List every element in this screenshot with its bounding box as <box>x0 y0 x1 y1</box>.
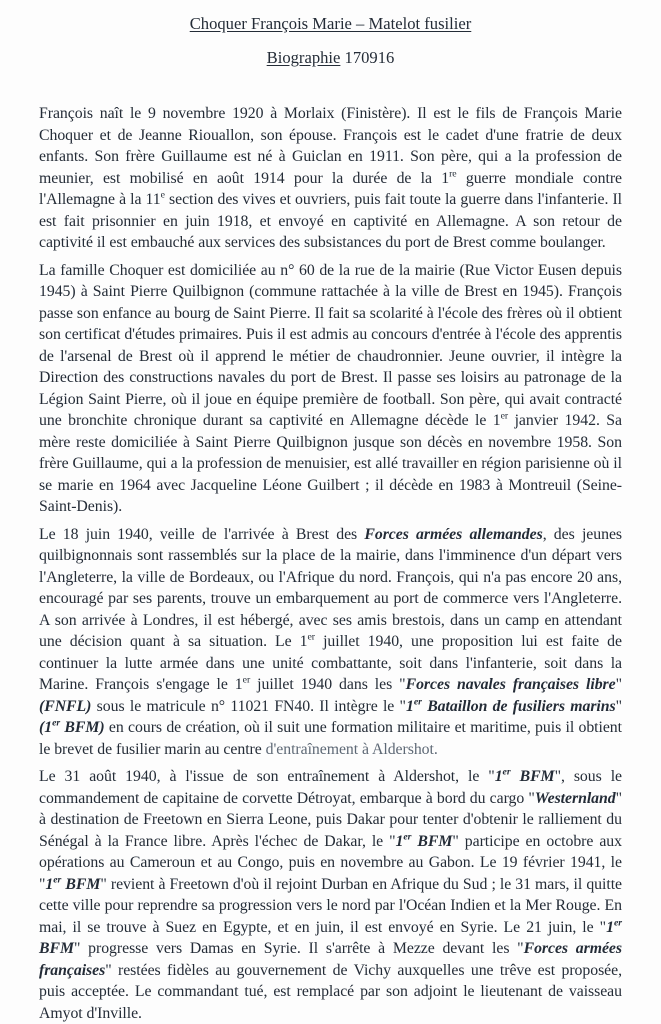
text-run: " progresse vers Damas en Syrie. Il s'arrête à Mezze devant les " <box>73 940 524 957</box>
text-run: Le 31 août 1940, à l'issue de son entraînement à Aldershot, le " <box>39 768 495 785</box>
text-run: janvier 1942. Sa mère reste domiciliée à Saint Pierre Quilbignon jusque son décès en novembre 1958. Son frère Guillaume, qui a la profession de menuisier, est allé travailler en région parisienne où il se marie en 1964 avec Jacqueline Léone Guilbert ; il décède en 1983 à Montreuil (Seine-Saint-Denis). <box>39 412 622 515</box>
text-run-bi: 1 <box>45 875 54 893</box>
text-run: juillet 1940 dans les " <box>250 676 406 693</box>
text-run: juillet 1940, une proposition lui est faite de continuer la lutte armée dans une unité combattante, soit dans l'infanterie, soit dans la Marine. François s'engage le 1 <box>39 633 622 693</box>
text-run-bi: Forces navales françaises libre <box>405 676 616 693</box>
text-run: Le 18 juin 1940, veille de l'arrivée à Brest des <box>39 525 365 543</box>
text-run: La famille Choquer est domiciliée au n° 60 de la rue de la mairie (Rue Victor Eusen depuis 1945) à Saint Pierre Quilbignon (commune rattachée à la ville de Brest en 1945). François passe son enfance au bourg de Saint Pierre. Il fait sa scolarité à l'école des frères où il obtient son certificat d'études primaires. Puis il est admis au concours d'entrée à l'école des apprentis de l'arsenal de Brest où il apprend le métier de chaudronnier. Jeune ouvrier, il intègre la Direction des constructions navales du port de Brest. Il passe ses loisirs au patronage de la Légion Saint Pierre, où il joue en équipe première de football. Son père, qui avait contracté une bronchite chronique durant sa captivité en Allemagne décède le 1 <box>39 261 622 429</box>
text-run-bi: 1 <box>606 918 614 936</box>
text-run-bi-sup: er <box>53 874 62 886</box>
subtitle-number: 170916 <box>340 48 395 67</box>
text-run-bi: Forces armées françaises <box>39 940 622 979</box>
text-run: en cours de création, où il suit une formation militaire et maritime, puis il obtient le brevet de fusilier marin au centre <box>39 719 622 758</box>
text-run-bi-sup: er <box>502 766 511 778</box>
document-subtitle <box>39 47 622 69</box>
paragraph-4 <box>39 766 622 1024</box>
text-run-bi: Forces armées allemandes <box>364 525 543 543</box>
text-run-bi-sup: er <box>413 696 422 708</box>
text-run-bi: (FNFL) <box>39 697 92 715</box>
text-run-bi: 1 <box>494 768 503 785</box>
text-run-bi: 1 <box>395 832 404 850</box>
document-title-text: Choquer François Marie – Matelot fusilier <box>189 14 472 33</box>
text-run-sup: e <box>160 189 165 201</box>
text-run-bi: BFM <box>510 768 555 785</box>
text-run: , des jeunes quilbignonnais sont rassemblés sur la place de la mairie, dans l'imminence d'un départ vers l'Angleterre, la ville de Bordeaux, ou l'Afrique du nord. François, qui n'a pas encore 20 ans, encouragé par ses parents, trouve un embarquement au port de commerce vers l'Angleterre. A son arrivée à Londres, il est hébergé, avec ses amis brestois, dans un camp en attendant une décision quant à sa situation. Le 1 <box>39 525 622 650</box>
text-run: François naît le 9 novembre 1920 à Morlaix (Finistère). Il est le fils de François Marie Choquer et de Jeanne Riouallon, son épouse. François est le cadet d'une fratrie de deux enfants. Son frère Guillaume est né à Guiclan en 1911. Son père, qui a la profession de meunier, est mobilisé en août 1914 pour la durée de la 1 <box>39 105 622 187</box>
text-run-bi: Bataillon de fusiliers marins <box>421 697 616 715</box>
document-title <box>39 13 622 35</box>
text-run-bi: BFM <box>39 940 74 957</box>
text-run: guerre mondiale contre l'Allemagne à la 11 <box>39 169 622 208</box>
text-run-bi: Westernland <box>534 789 616 807</box>
text-run-bi: 1 <box>405 697 414 715</box>
text-run-bi: (1 <box>39 719 53 736</box>
text-run-grey: d'entraînement à Aldershot. <box>265 740 438 758</box>
text-run-sup: er <box>242 674 251 686</box>
text-run: sous le matricule n° 11021 FN40. Il intègre le " <box>91 697 406 715</box>
text-run: " revient à Freetown d'où il rejoint Durban en Afrique du Sud ; le 31 mars, il quitte cette ville pour reprendre sa progression vers le nord par l'Océan Indien et la Mer Rouge. En mai, il se trouve à Suez en Egypte, et en juin, il est envoyé en Syrie. Le 21 juin, le " <box>39 875 622 936</box>
text-run: " <box>615 697 622 715</box>
text-run: " <box>615 676 623 693</box>
text-run-sup: er <box>307 631 316 643</box>
text-run-bi-sup: er <box>403 831 412 843</box>
text-run: ", sous le commandement de capitaine de corvette Détroyat, embarque à bord du cargo " <box>39 768 623 807</box>
subtitle-biographie-label: Biographie <box>266 48 341 67</box>
text-run: section des vives et ouvriers, puis fait toute la guerre dans l'infanterie. Il est fait prisonnier en juin 1918, et envoyé en captivité en Allemagne. A son retour de captivité il est embauché aux services des subsistances du port de Brest comme boulanger. <box>39 191 623 251</box>
text-run: " participe en octobre aux opérations au Cameroun et au Congo, puis en novembre au Gabon. Le 19 février 1941, le " <box>39 832 622 893</box>
paragraph-2 <box>39 260 622 518</box>
text-run-bi-sup: er <box>52 717 61 729</box>
text-run-sup: er <box>500 410 509 422</box>
document-body <box>39 103 622 1024</box>
text-run-bi: BFM <box>411 832 453 850</box>
text-run-sup: re <box>449 168 457 180</box>
text-run: " restées fidèles au gouvernement de Vichy auxquelles une trêve est proposée, puis acceptée. Le commandant tué, est remplacé par son adjoint le lieutenant de vaisseau Amyot d'Inville. <box>39 961 622 1022</box>
text-run-bi-sup: er <box>613 917 622 929</box>
text-run: " à destination de Freetown en Sierra Leone, puis Dakar pour tenter d'obtenir le ralliement du Sénégal à la France libre. Après l'échec de Dakar, le " <box>39 789 622 850</box>
text-run-bi: BFM <box>61 875 101 893</box>
paragraph-3 <box>39 524 622 761</box>
paragraph-1 <box>39 103 622 254</box>
text-run-bi: BFM) <box>60 719 105 736</box>
